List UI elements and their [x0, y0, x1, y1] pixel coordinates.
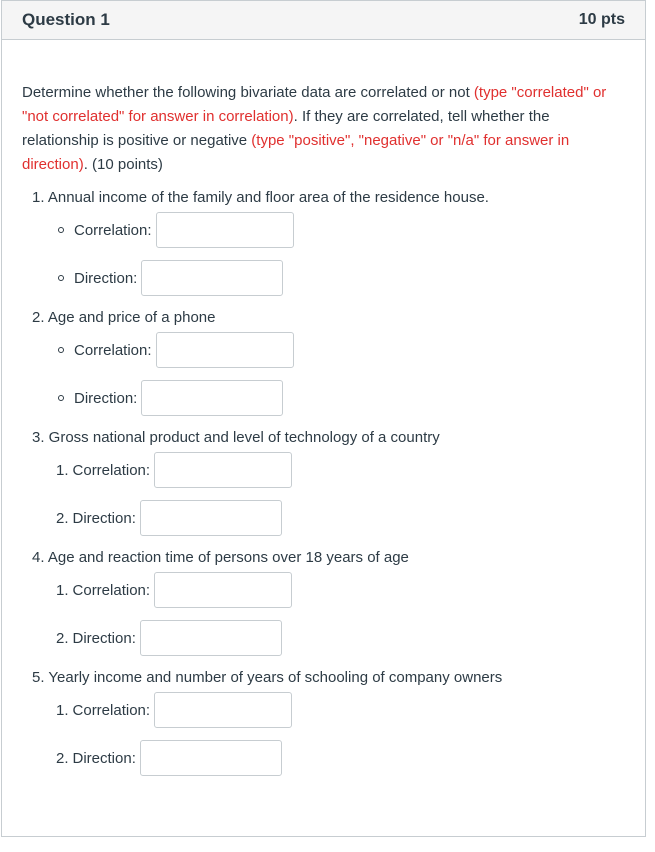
bullet-icon	[58, 275, 64, 281]
item-4-direction-number: 2.	[56, 629, 69, 647]
item-3-direction-label: Direction:	[72, 509, 136, 527]
item-5-direction-row	[56, 740, 282, 776]
item-4-direction-label: Direction:	[72, 629, 136, 647]
prompt-text-2: . If they are correlated, tell whether the relationship is positive or negative	[22, 108, 550, 149]
prompt-text-1: Determine whether the following bivariate data are correlated or not	[22, 84, 474, 101]
item-2-correlation-row	[58, 332, 294, 368]
item-3-correlation-row	[56, 452, 292, 488]
question-title: Question 1	[22, 10, 110, 29]
question-prompt	[22, 81, 624, 177]
prompt-text-3: . (10 points)	[83, 156, 163, 173]
item-2-correlation-label: Correlation:	[74, 341, 152, 359]
item-5-correlation-label: Correlation:	[72, 701, 151, 719]
prompt-hint-correlation: (type "correlated" or "not correlated" for answer in correlation)	[22, 84, 607, 125]
item-5-direction-label: Direction:	[72, 749, 136, 767]
item-1-title: 1. Annual income of the family and floor area of the residence house.	[32, 189, 489, 206]
item-1-direction-input[interactable]	[141, 260, 283, 296]
item-1-correlation-input[interactable]	[156, 212, 294, 248]
item-1-direction-label: Direction:	[74, 269, 138, 287]
item-5-correlation-input[interactable]	[154, 692, 292, 728]
bullet-icon	[58, 227, 64, 233]
item-4-correlation-number: 1.	[56, 581, 69, 599]
item-5-correlation-number: 1.	[56, 701, 69, 719]
item-2-direction-row	[58, 380, 283, 416]
item-3-correlation-label: Correlation:	[72, 461, 151, 479]
bullet-icon	[58, 395, 64, 401]
item-3-direction-row	[56, 500, 282, 536]
item-3-direction-input[interactable]	[140, 500, 282, 536]
item-4-correlation-label: Correlation:	[72, 581, 151, 599]
item-2-title: 2. Age and price of a phone	[32, 309, 216, 326]
item-2-direction-input[interactable]	[141, 380, 283, 416]
item-3-direction-number: 2.	[56, 509, 69, 527]
item-3-title: 3. Gross national product and level of technology of a country	[32, 429, 440, 446]
item-1-correlation-label: Correlation:	[74, 221, 152, 239]
question-card	[1, 0, 646, 837]
item-5-direction-number: 2.	[56, 749, 69, 767]
item-5-correlation-row	[56, 692, 292, 728]
prompt-hint-direction: (type "positive", "negative" or "n/a" for answer in direction)	[22, 132, 570, 173]
item-4-correlation-input[interactable]	[154, 572, 292, 608]
item-2-direction-label: Direction:	[74, 389, 138, 407]
item-5-title: 5. Yearly income and number of years of schooling of company owners	[32, 669, 503, 686]
item-5-direction-input[interactable]	[140, 740, 282, 776]
bullet-icon	[58, 347, 64, 353]
item-4-correlation-row	[56, 572, 292, 608]
item-4-direction-row	[56, 620, 282, 656]
item-3-correlation-input[interactable]	[154, 452, 292, 488]
item-4-direction-input[interactable]	[140, 620, 282, 656]
question-points: 10 pts	[578, 11, 625, 28]
item-1-direction-row	[58, 260, 283, 296]
item-3-correlation-number: 1.	[56, 461, 69, 479]
item-1-correlation-row	[58, 212, 294, 248]
item-4-title: 4. Age and reaction time of persons over 18 years of age	[32, 549, 409, 566]
item-2-correlation-input[interactable]	[156, 332, 294, 368]
question-header	[2, 1, 645, 40]
